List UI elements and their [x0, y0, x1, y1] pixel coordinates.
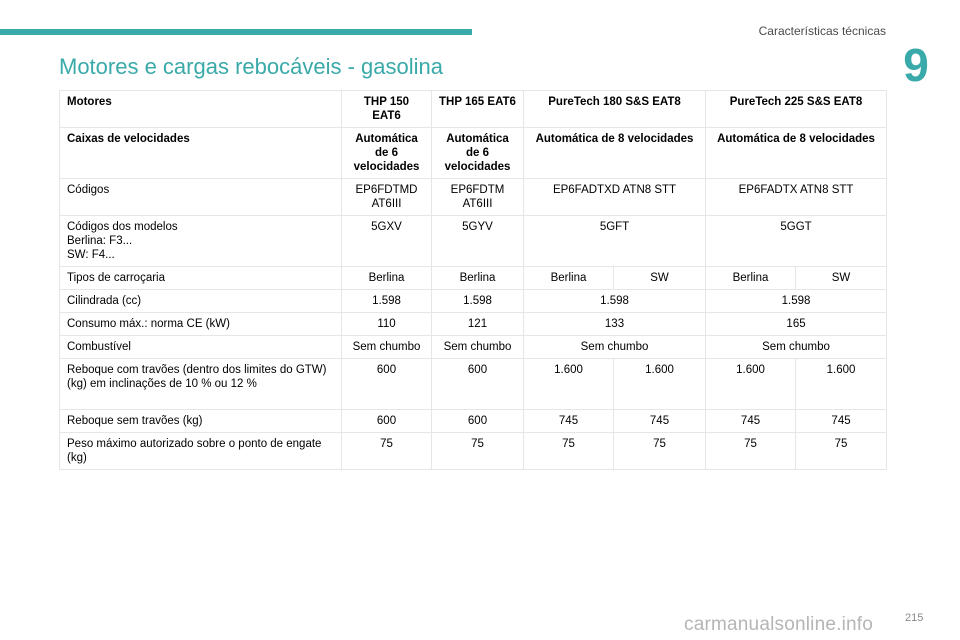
table-cell: 1.600: [524, 359, 614, 410]
table-cell: 745: [614, 410, 706, 433]
table-cell: Berlina: [432, 267, 524, 290]
header-accent-bar: [0, 29, 472, 35]
table-cell: Berlina: [342, 267, 432, 290]
chapter-number: 9: [903, 39, 929, 91]
row-label: Tipos de carroçaria: [60, 267, 342, 290]
table-cell: 5GFT: [524, 216, 706, 267]
table-cell: 75: [342, 433, 432, 470]
table-cell: Berlina: [524, 267, 614, 290]
table-row-codigos: [60, 179, 887, 216]
row-label-line: Códigos dos modelos: [67, 221, 178, 233]
table-cell: 1.598: [706, 290, 887, 313]
table-cell: 1.600: [614, 359, 706, 410]
table-row-reboque-com-travoes: [60, 359, 887, 410]
table-cell: 745: [796, 410, 887, 433]
table-row-consumo: [60, 313, 887, 336]
table-row-tipos: [60, 267, 887, 290]
table-cell: Sem chumbo: [432, 336, 524, 359]
table-cell: 1.598: [524, 290, 706, 313]
watermark: carmanualsonline.info: [684, 614, 874, 635]
table-cell: 133: [524, 313, 706, 336]
table-cell: 1.598: [432, 290, 524, 313]
table-cell: 121: [432, 313, 524, 336]
table-cell: Automática de 6 velocidades: [342, 128, 432, 179]
table-cell: EP6FDTM AT6III: [432, 179, 524, 216]
table-row-motores: [60, 91, 887, 128]
table-cell: 75: [614, 433, 706, 470]
table-cell: Automática de 6 velocidades: [432, 128, 524, 179]
table-row-combustivel: [60, 336, 887, 359]
table-cell: 110: [342, 313, 432, 336]
table-cell: EP6FADTX ATN8 STT: [706, 179, 887, 216]
table-cell: 600: [342, 359, 432, 410]
table-cell: 1.600: [706, 359, 796, 410]
row-label: Consumo máx.: norma CE (kW): [60, 313, 342, 336]
table-cell: 75: [524, 433, 614, 470]
table-cell: SW: [614, 267, 706, 290]
table-cell: Berlina: [706, 267, 796, 290]
table-row-peso-engate: [60, 433, 887, 470]
row-label: Reboque sem travões (kg): [60, 410, 342, 433]
table-cell: 165: [706, 313, 887, 336]
table-cell: 5GGT: [706, 216, 887, 267]
table-cell: 600: [432, 359, 524, 410]
row-label-line: SW: F4...: [67, 249, 115, 261]
table-cell: Sem chumbo: [706, 336, 887, 359]
table-cell: 600: [432, 410, 524, 433]
row-label: Reboque com travões (dentro dos limites do GTW) (kg) em inclinações de 10 % ou 12 %: [60, 359, 342, 410]
row-label: Motores: [60, 91, 342, 128]
table-cell: EP6FDTMD AT6III: [342, 179, 432, 216]
table-cell: Automática de 8 velocidades: [706, 128, 887, 179]
table-cell: 5GYV: [432, 216, 524, 267]
row-label: Combustível: [60, 336, 342, 359]
row-label: Códigos: [60, 179, 342, 216]
table-cell: 75: [796, 433, 887, 470]
row-label-line: Berlina: F3...: [67, 235, 133, 247]
row-label: Cilindrada (cc): [60, 290, 342, 313]
table-cell: 745: [524, 410, 614, 433]
specs-table: [59, 90, 887, 470]
table-cell: PureTech 180 S&S EAT8: [524, 91, 706, 128]
table-cell: 5GXV: [342, 216, 432, 267]
table-cell: Sem chumbo: [524, 336, 706, 359]
table-row-caixas: [60, 128, 887, 179]
table-cell: Sem chumbo: [342, 336, 432, 359]
table-cell: THP 150 EAT6: [342, 91, 432, 128]
table-row-modelos: [60, 216, 887, 267]
table-cell: 1.598: [342, 290, 432, 313]
table-row-cilindrada: [60, 290, 887, 313]
table-cell: PureTech 225 S&S EAT8: [706, 91, 887, 128]
table-cell: 1.600: [796, 359, 887, 410]
section-name: Características técnicas: [758, 24, 886, 38]
table-cell: SW: [796, 267, 887, 290]
table-cell: 745: [706, 410, 796, 433]
table-cell: 600: [342, 410, 432, 433]
page-title: Motores e cargas rebocáveis - gasolina: [59, 54, 443, 79]
table-cell: EP6FADTXD ATN8 STT: [524, 179, 706, 216]
table-cell: 75: [432, 433, 524, 470]
row-label: [60, 216, 342, 267]
page-number: 215: [905, 612, 924, 624]
table-cell: 75: [706, 433, 796, 470]
row-label: Peso máximo autorizado sobre o ponto de engate (kg): [60, 433, 342, 470]
table-cell: Automática de 8 velocidades: [524, 128, 706, 179]
row-label: Caixas de velocidades: [60, 128, 342, 179]
table-row-reboque-sem-travoes: [60, 410, 887, 433]
table-cell: THP 165 EAT6: [432, 91, 524, 128]
